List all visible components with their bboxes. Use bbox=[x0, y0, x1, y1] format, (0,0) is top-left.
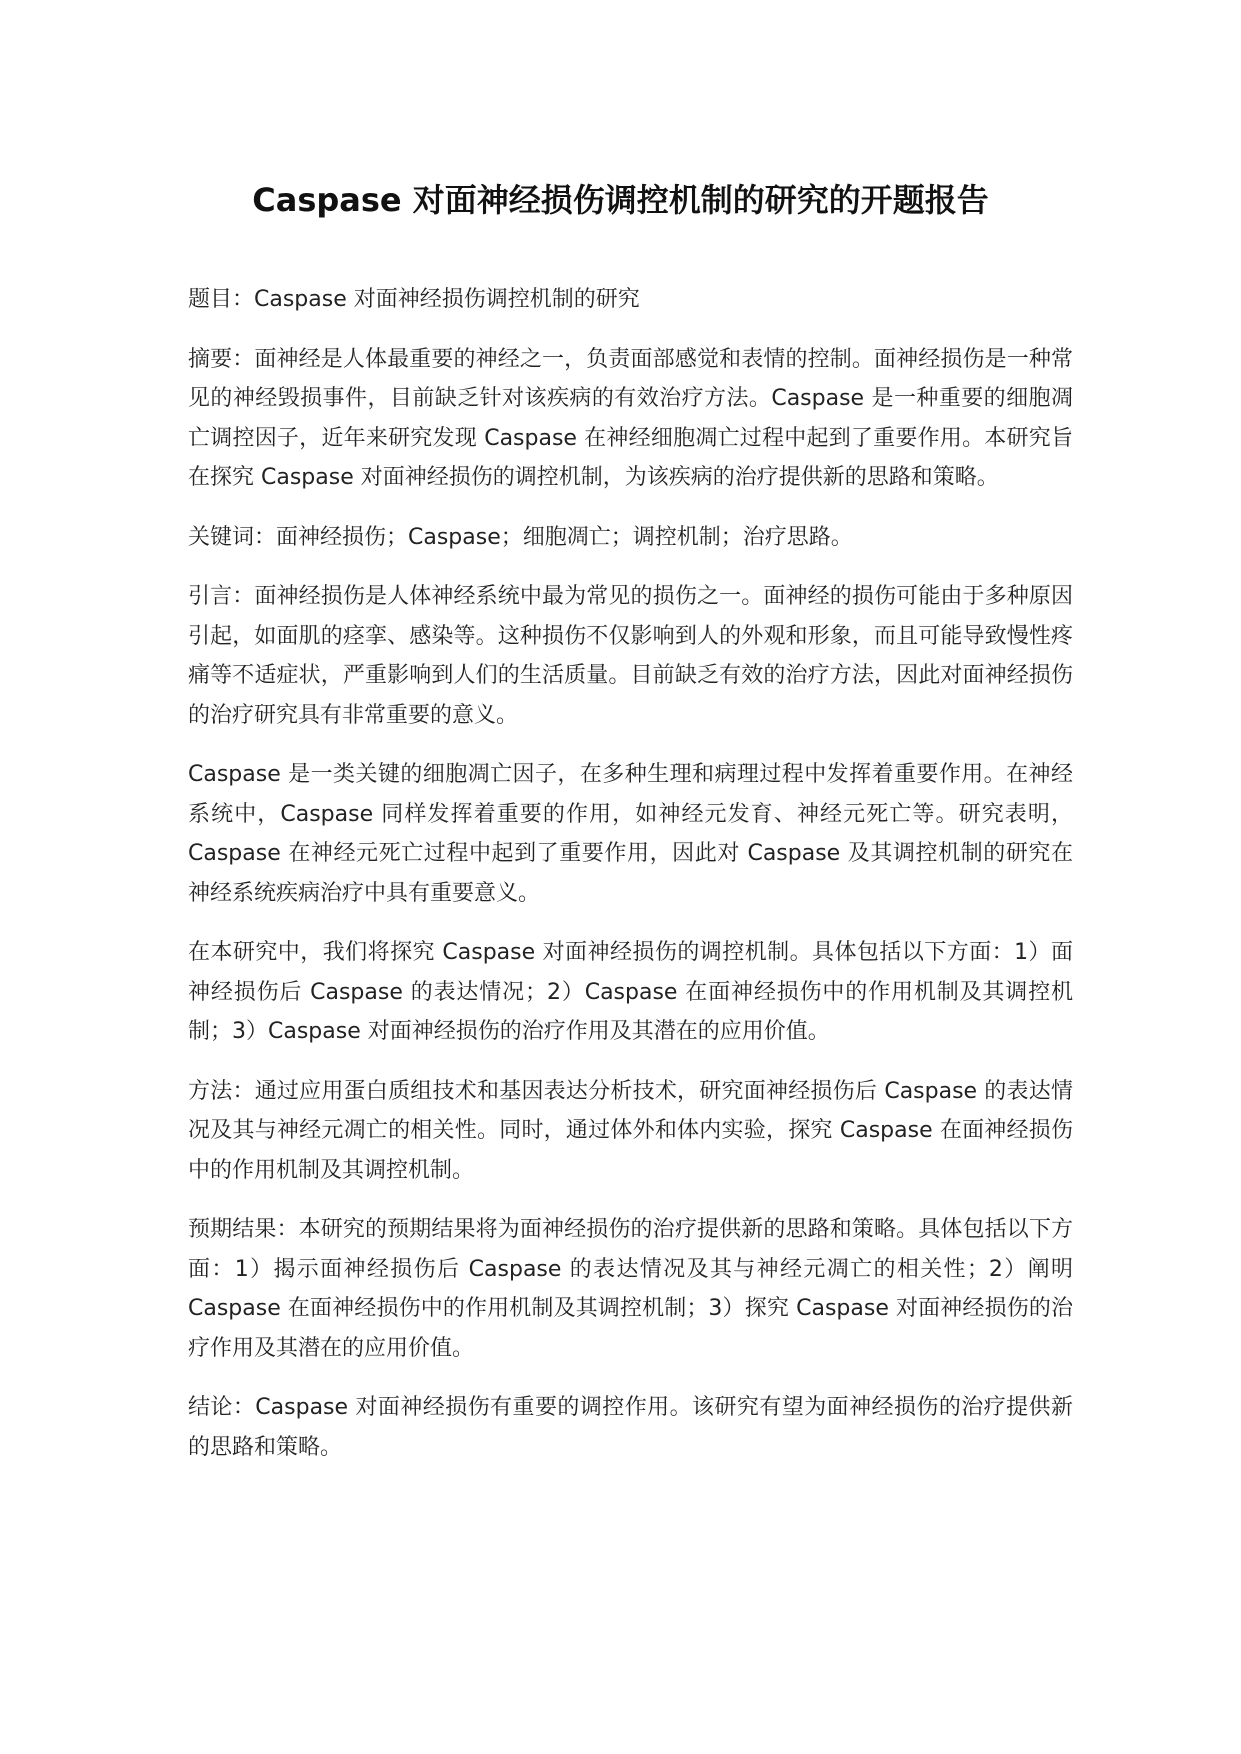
paragraph-keywords: 关键词：面神经损伤；Caspase；细胞凋亡；调控机制；治疗思路。 bbox=[188, 524, 853, 550]
paragraph-caspase-background: Caspase 是一类关键的细胞凋亡因子，在多种生理和病理过程中发挥着重要作用。在神经系统中，Caspase 同样发挥着重要的作用，如神经元发育、神经元死亡等。研究表明，Caspase 在神经元死亡过程中起到了重要作用，因此对 Caspase 及其调控机制的研究在神经系统疾病治疗中具有重要意义。 bbox=[188, 762, 1073, 906]
paragraph-introduction: 引言：面神经损伤是人体神经系统中最为常见的损伤之一。面神经的损伤可能由于多种原因引起，如面肌的痉挛、感染等。这种损伤不仅影响到人的外观和形象，而且可能导致慢性疼痛等不适症状，严重影响到人们的生活质量。目前缺乏有效的治疗方法，因此对面神经损伤的治疗研究具有非常重要的意义。 bbox=[188, 584, 1073, 728]
document-title: Caspase 对面神经损伤调控机制的研究的开题报告 bbox=[252, 181, 989, 219]
paragraph-abstract: 摘要：面神经是人体最重要的神经之一，负责面部感觉和表情的控制。面神经损伤是一种常见的神经毁损事件，目前缺乏针对该疾病的有效治疗方法。Caspase 是一种重要的细胞凋亡调控因子，近年来研究发现 Caspase 在神经细胞凋亡过程中起到了重要作用。本研究旨在探究 Caspase 对面神经损伤的调控机制，为该疾病的治疗提供新的思路和策略。 bbox=[188, 346, 1073, 490]
paragraph-research-content: 在本研究中，我们将探究 Caspase 对面神经损伤的调控机制。具体包括以下方面：1）面神经损伤后 Caspase 的表达情况；2）Caspase 在面神经损伤中的作用机制及其调控机制；3）Caspase 对面神经损伤的治疗作用及其潜在的应用价值。 bbox=[188, 940, 1073, 1044]
paragraph-conclusion: 结论：Caspase 对面神经损伤有重要的调控作用。该研究有望为面神经损伤的治疗提供新的思路和策略。 bbox=[188, 1395, 1073, 1460]
paragraph-methods: 方法：通过应用蛋白质组技术和基因表达分析技术，研究面神经损伤后 Caspase 的表达情况及其与神经元凋亡的相关性。同时，通过体外和体内实验，探究 Caspase 在面神经损伤中的作用机制及其调控机制。 bbox=[188, 1078, 1073, 1183]
document-body bbox=[188, 280, 1073, 1487]
paragraph-topic: 题目：Caspase 对面神经损伤调控机制的研究 bbox=[188, 287, 640, 312]
paragraph-expected-results: 预期结果：本研究的预期结果将为面神经损伤的治疗提供新的思路和策略。具体包括以下方面：1）揭示面神经损伤后 Caspase 的表达情况及其与神经元凋亡的相关性；2）阐明 Caspase 在面神经损伤中的作用机制及其调控机制；3）探究 Caspase 对面神经损伤的治疗作用及其潜在的应用价值。 bbox=[188, 1217, 1073, 1361]
